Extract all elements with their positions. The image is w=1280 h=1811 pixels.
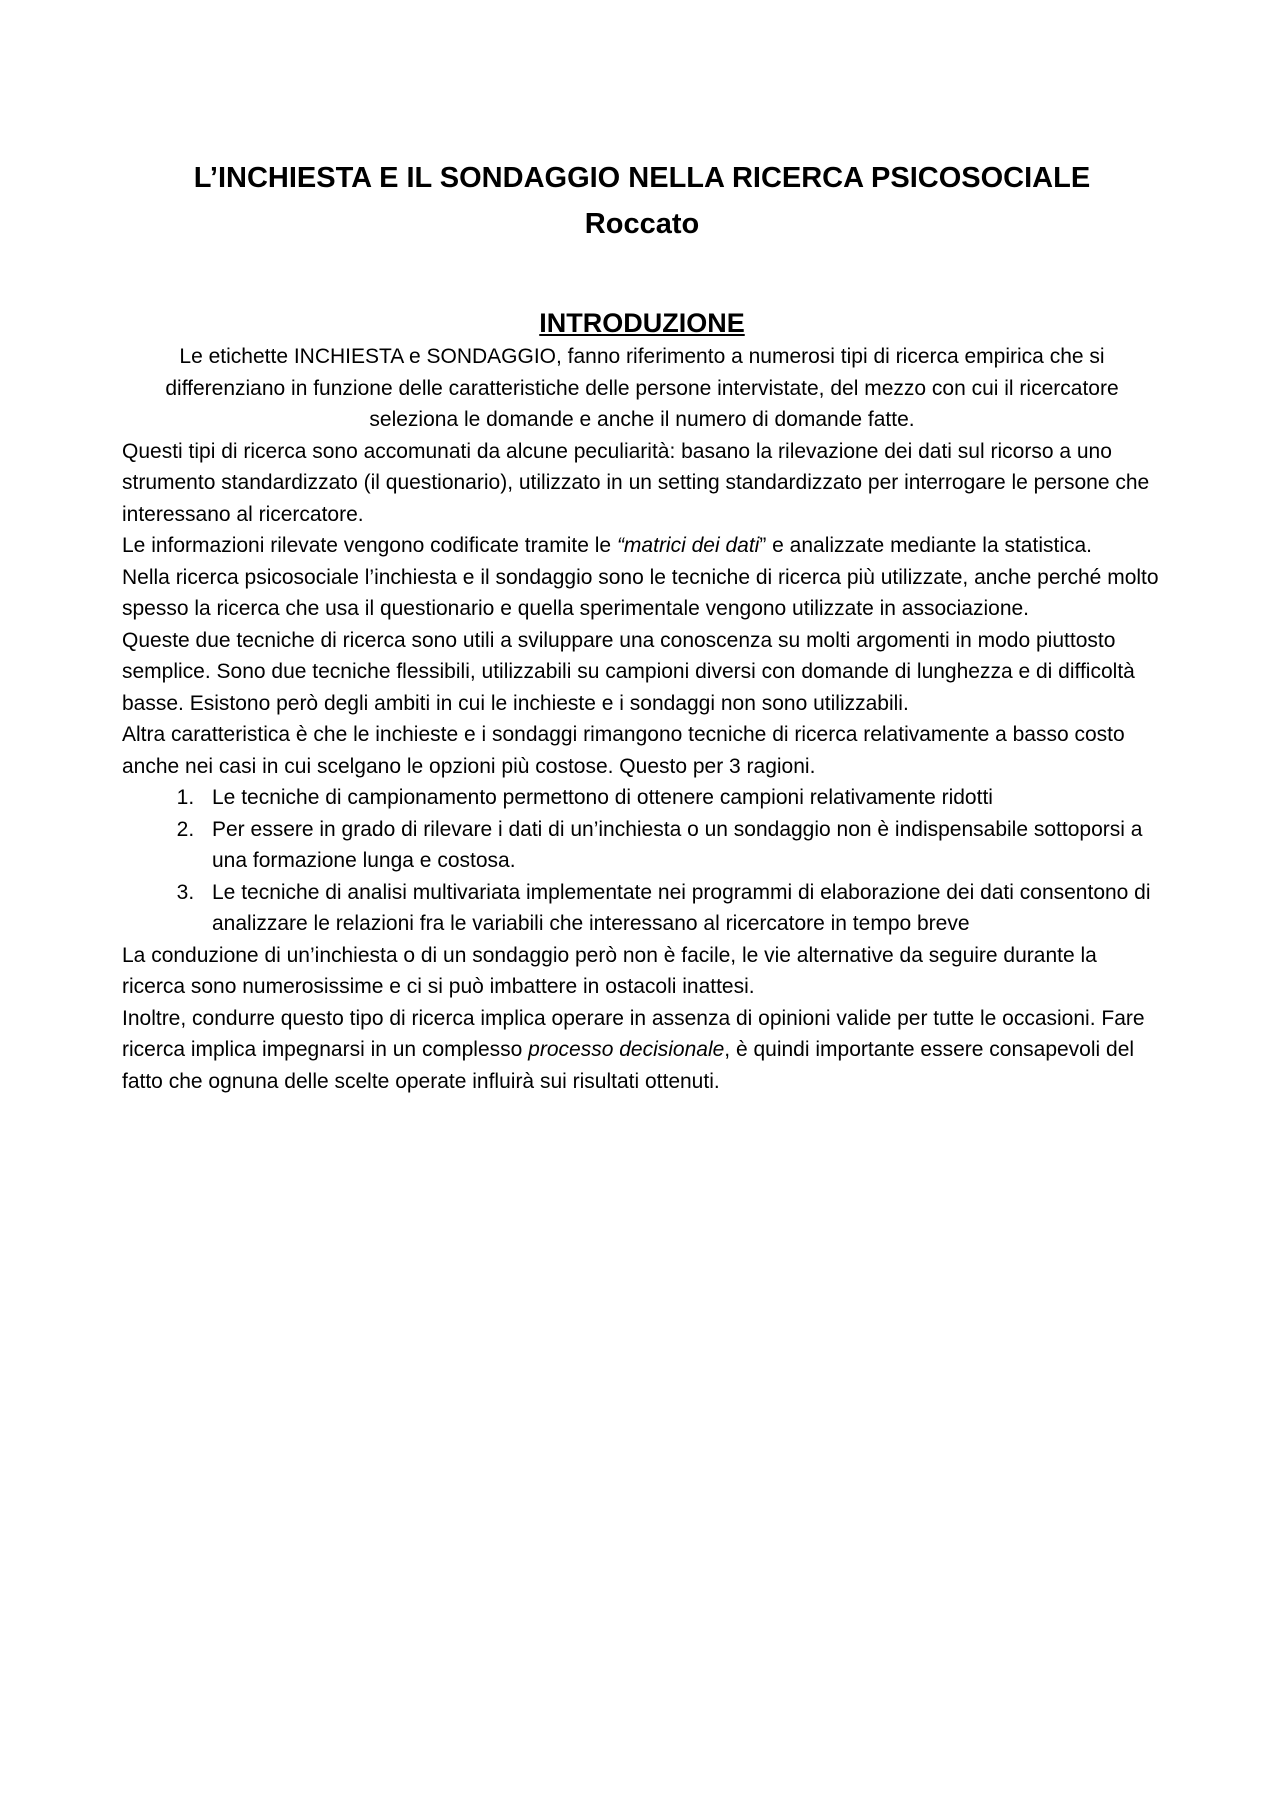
list-item: 3. Le tecniche di analisi multivariata implementate nei programmi di elaborazione dei dati consentono di analizzare le relazioni fra le variabili che interessano al ricercatore in tempo breve (200, 877, 1162, 940)
paragraph-data-matrices (122, 530, 1162, 562)
intro-paragraph: Le etichette INCHIESTA e SONDAGGIO, fanno riferimento a numerosi tipi di ricerca empirica che si differenziano in funzione delle caratteristiche delle persone intervistate, del mezzo con cui il ricercatore seleziona le domande e anche il numero di domande fatte. (165, 345, 1119, 431)
emphasis-processo-decisionale: processo decisionale (528, 1038, 725, 1061)
list-item: 1. Le tecniche di campionamento permettono di ottenere campioni relativamente ridotti (200, 782, 1162, 814)
paragraph-low-cost: Altra caratteristica è che le inchieste e i sondaggi rimangono tecniche di ricerca relativamente a basso costo anche nei casi in cui scelgano le opzioni più costose. Questo per 3 ragioni. (122, 723, 1125, 778)
paragraph-peculiarities: Questi tipi di ricerca sono accomunati da alcune peculiarità: basano la rilevazione dei dati sul ricorso a uno strumento standardizzato (il questionario), utilizzato in un setting standardizzato per interrogare le persone che interessano al ricercatore. (122, 439, 1150, 526)
reasons-list (122, 782, 1162, 940)
paragraph-difficulties: La conduzione di un’inchiesta o di un sondaggio però non è facile, le vie alternative da seguire durante la ricerca sono numerosissime e ci si può imbattere in ostacoli inattesi. (122, 943, 1097, 998)
title-author: Roccato (584, 208, 700, 240)
document-page (122, 155, 1162, 1097)
paragraph-text: ” e analizzate mediante la statistica. (759, 534, 1092, 557)
paragraph-flexible-techniques: Queste due tecniche di ricerca sono utili a sviluppare una conoscenza su molti argomenti in modo piuttosto semplice. Sono due tecniche flessibili, utilizzabili su campioni diversi con domande di lunghezza e di difficoltà basse. Esistono però degli ambiti in cui le inchieste e i sondaggi non sono utilizzabili. (122, 628, 1135, 715)
paragraph-psychosocial-research: Nella ricerca psicosociale l’inchiesta e il sondaggio sono le tecniche di ricerca più utilizzate, anche perché molto spesso la ricerca che usa il questionario e quella sperimentale vengono utilizzate in associazione. (122, 565, 1159, 620)
document-title (122, 155, 1162, 247)
paragraph-text: Inoltre, condurre questo tipo di ricerca implica operare in assenza di opinioni valide per tutte le occasioni. Fare ricerca implica impegnarsi in un complesso (122, 1006, 1145, 1061)
paragraph-decision-process (122, 1003, 1162, 1098)
title-main: L’INCHIESTA E IL SONDAGGIO NELLA RICERCA PSICOSOCIALE (193, 162, 1091, 194)
emphasis-matrici-dei-dati: “matrici dei dati (616, 534, 760, 557)
paragraph-text: , è quindi importante essere consapevoli del fatto che ognuna delle scelte operate influirà sui risultati ottenuti. (122, 1038, 1135, 1093)
section-heading-introduzione: INTRODUZIONE (539, 308, 745, 338)
list-item: 2. Per essere in grado di rilevare i dati di un’inchiesta o un sondaggio non è indispensabile sottoporsi a una formazione lunga e costosa. (200, 814, 1162, 877)
paragraph-text: Le informazioni rilevate vengono codificate tramite le (122, 534, 617, 557)
